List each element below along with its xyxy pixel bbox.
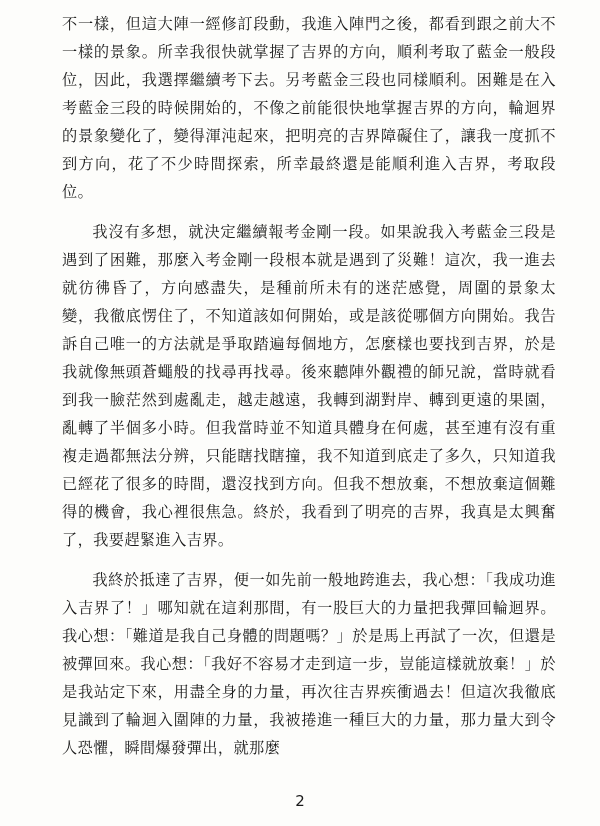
paragraph: 我沒有多想，就決定繼續報考金剛一段。如果說我入考藍金三段是遇到了困難，那麼入考金剛一段根本就是遇到了災難！這次，我一進去就彷彿昏了，方向感盡失，是種前所未有的迷茫感覺，周圍的景象太變，我徹底愣住了，不知道該如何開始，或是該從哪個方向開始。我告訴自己唯一的方法就是爭取踏遍每個地方，怎麼樣也要找到吉界，於是我就像無頭蒼蠅般的找尋再找尋。後來聽陣外觀禮的師兄說，當時就看到我一臉茫然到處亂走，越走越遠，我轉到湖對岸、轉到更遠的果園，亂轉了半個多小時。但我當時並不知道具體身在何處，甚至連有沒有重複走過都無法分辨，只能瞎找瞎撞，我不知道到底走了多久，只知道我已經花了很多的時間，還沒找到方向。但我不想放棄，不想放棄這個難得的機會，我心裡很焦急。終於，我看到了明亮的吉界，我真是太興奮了，我要趕緊進入吉界。: [62, 223, 556, 549]
paragraph: 我終於抵達了吉界，便一如先前一般地跨進去，我心想：「我成功進入吉界了！」哪知就在這剎那間，有一股巨大的力量把我彈回輪迴界。我心想：「難道是我自己身體的問題嗎？」於是馬上再試了一次，但還是被彈回來。我心想：「我好不容易才走到這一步，豈能這樣就放棄！」於是我站定下來，用盡全身的力量，再次往吉界疾衝過去！但這次我徹底見識到了輪迴入圍陣的力量，我被捲進一種巨大的力量，那力量大到令人恐懼，瞬間爆發彈出，就那麼: [62, 571, 556, 757]
page-number: 2: [295, 792, 305, 810]
paragraph-continued: 不一樣，但這大陣一經修訂段動，我進入陣門之後，都看到跟之前大不一樣的景象。所幸我很快就掌握了吉界的方向，順利考取了藍金一般段位，因此，我選擇繼續考下去。另考藍金三段也同樣順利。困難是在入考藍金三段的時候開始的，不像之前能很快地掌握吉界的方向，輪迴界的景象變化了，變得渾沌起來，把明亮的吉界障礙住了，讓我一度抓不到方向，花了不少時間探索，所幸最終還是能順利進入吉界，考取段位。: [62, 15, 556, 201]
